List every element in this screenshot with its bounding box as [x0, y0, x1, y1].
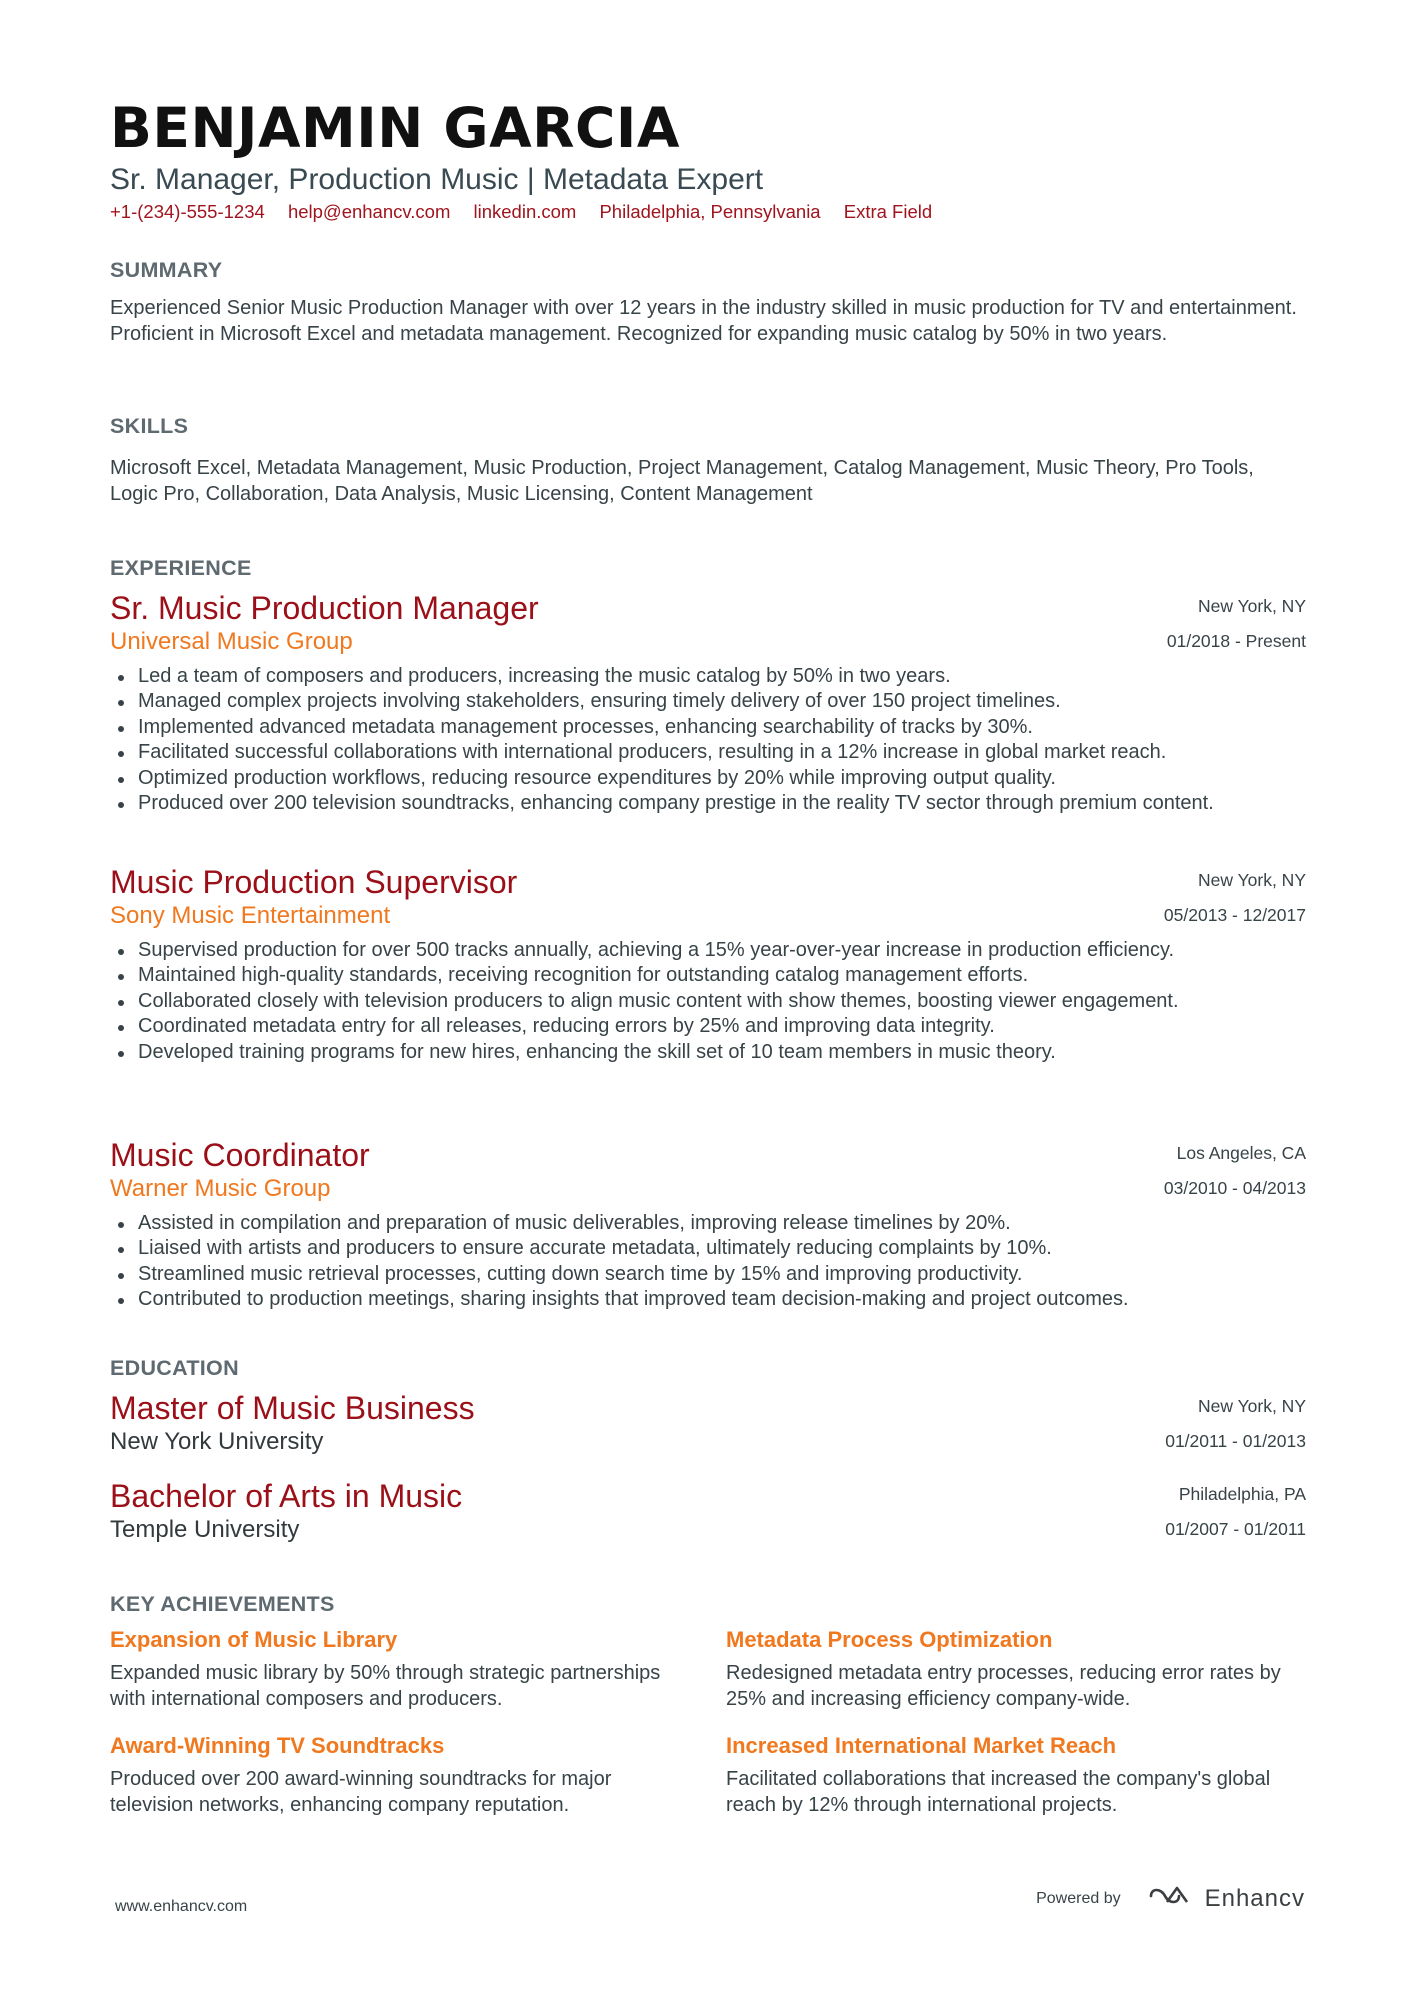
education-dates: 01/2007 - 01/2011: [1165, 1519, 1306, 1539]
school-location: Philadelphia, PA: [1178, 1484, 1306, 1504]
list-item: Assisted in compilation and preparation of music deliverables, improving release timelines by 20%.: [110, 1211, 1306, 1236]
powered-by-text: Powered by: [1036, 1889, 1121, 1907]
achievement-desc: Facilitated collaborations that increased the company's global reach by 12% through international projects.: [726, 1768, 1271, 1816]
skills-heading: SKILLS: [110, 414, 189, 438]
list-item: Collaborated closely with television producers to align music content with show themes, boosting viewer engagement.: [110, 989, 1306, 1014]
list-item: Optimized production workflows, reducing resource expenditures by 20% while improving output quality.: [110, 766, 1306, 791]
list-item: Led a team of composers and producers, increasing the music catalog by 50% in two years.: [110, 664, 1306, 689]
footer-branding: [1036, 1882, 1305, 1915]
job-dates: 01/2018 - Present: [1166, 631, 1306, 651]
education-dates: 01/2011 - 01/2013: [1165, 1431, 1306, 1451]
experience-heading: EXPERIENCE: [110, 556, 252, 580]
list-item: Developed training programs for new hires, enhancing the skill set of 10 team members in music theory.: [110, 1040, 1306, 1065]
list-item: Liaised with artists and producers to ensure accurate metadata, ultimately reducing complaints by 10%.: [110, 1236, 1306, 1261]
education-heading: EDUCATION: [110, 1356, 239, 1380]
achievement-title: Expansion of Music Library: [110, 1627, 398, 1652]
achievement-item: [110, 1731, 690, 1818]
list-item: Maintained high-quality standards, receiving recognition for outstanding catalog management efforts.: [110, 963, 1306, 988]
summary-text: Experienced Senior Music Production Manager with over 12 years in the industry skilled in music production for TV and entertainment. Proficient in Microsoft Excel and metadata management. Recognized for expanding music catalog by 50% in two years.: [110, 297, 1297, 345]
job-dates: 03/2010 - 04/2013: [1163, 1178, 1306, 1198]
footer-website-link[interactable]: www.enhancv.com: [115, 1898, 248, 1915]
job-bullets: [110, 664, 1306, 816]
achievements-heading: KEY ACHIEVEMENTS: [110, 1592, 335, 1616]
school-name: New York University: [110, 1428, 324, 1455]
achievement-item: [726, 1625, 1306, 1712]
job-title: Music Coordinator: [110, 1137, 370, 1173]
degree-title: Master of Music Business: [110, 1390, 475, 1426]
list-item: Produced over 200 television soundtracks, enhancing company prestige in the reality TV sector through premium content.: [110, 791, 1306, 816]
achievement-title: Increased International Market Reach: [726, 1733, 1117, 1758]
linkedin-link[interactable]: linkedin.com: [473, 201, 577, 222]
job-dates: 05/2013 - 12/2017: [1163, 905, 1306, 925]
achievement-desc: Redesigned metadata entry processes, reducing error rates by 25% and increasing efficiency company-wide.: [726, 1662, 1281, 1710]
brand-name[interactable]: Enhancv: [1204, 1884, 1305, 1912]
school-location: New York, NY: [1198, 1396, 1306, 1416]
list-item: Streamlined music retrieval processes, cutting down search time by 15% and improving productivity.: [110, 1262, 1306, 1287]
candidate-name: BENJAMIN GARCIA: [110, 96, 680, 160]
school-name: Temple University: [110, 1516, 300, 1543]
degree-title: Bachelor of Arts in Music: [110, 1478, 463, 1514]
achievement-desc: Expanded music library by 50% through strategic partnerships with international composers and producers.: [110, 1662, 661, 1710]
skills-text: Microsoft Excel, Metadata Management, Music Production, Project Management, Catalog Management, Music Theory, Pro Tools, Logic Pro, Collaboration, Data Analysis, Music Licensing, Content Management: [110, 457, 1254, 505]
job-title: Sr. Music Production Manager: [110, 590, 539, 626]
job-location: Los Angeles, CA: [1176, 1143, 1306, 1163]
email-link[interactable]: help@enhancv.com: [287, 201, 451, 222]
candidate-headline: Sr. Manager, Production Music | Metadata Expert: [110, 163, 764, 196]
list-item: Managed complex projects involving stakeholders, ensuring timely delivery of over 150 project timelines.: [110, 689, 1306, 714]
list-item: Implemented advanced metadata management processes, enhancing searchability of tracks by 30%.: [110, 715, 1306, 740]
list-item: Facilitated successful collaborations with international producers, resulting in a 12% increase in global market reach.: [110, 740, 1306, 765]
achievement-item: [110, 1625, 690, 1712]
phone-link[interactable]: +1-(234)-555-1234: [110, 201, 265, 222]
company-name: Warner Music Group: [110, 1175, 331, 1202]
job-location: New York, NY: [1198, 596, 1306, 616]
list-item: Contributed to production meetings, sharing insights that improved team decision-making and project outcomes.: [110, 1287, 1306, 1312]
job-bullets: [110, 938, 1306, 1065]
summary-heading: SUMMARY: [110, 258, 223, 282]
job-bullets: [110, 1211, 1306, 1313]
enhancv-logo-icon: [1147, 1882, 1195, 1915]
achievement-title: Award-Winning TV Soundtracks: [110, 1733, 445, 1758]
list-item: Coordinated metadata entry for all releases, reducing errors by 25% and improving data integrity.: [110, 1014, 1306, 1039]
location-text: Philadelphia, Pennsylvania: [599, 201, 821, 222]
list-item: Supervised production for over 500 tracks annually, achieving a 15% year-over-year increase in production efficiency.: [110, 938, 1306, 963]
company-name: Universal Music Group: [110, 628, 353, 655]
job-location: New York, NY: [1198, 870, 1306, 890]
achievement-item: [726, 1731, 1306, 1818]
achievement-desc: Produced over 200 award-winning soundtracks for major television networks, enhancing company reputation.: [110, 1768, 612, 1816]
extra-field-text: Extra Field: [843, 201, 933, 222]
contact-line: [110, 201, 950, 223]
job-title: Music Production Supervisor: [110, 864, 518, 900]
achievement-title: Metadata Process Optimization: [726, 1627, 1053, 1652]
company-name: Sony Music Entertainment: [110, 902, 391, 929]
